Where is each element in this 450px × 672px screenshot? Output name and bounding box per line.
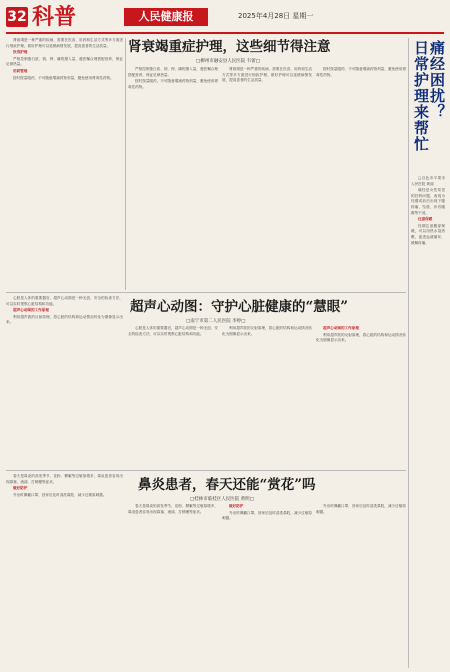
newspaper-logo: 人民健康报 [124, 8, 208, 26]
gout-right-column: □百色市平果市人民医院 黄丽 痛经是女性常见的妇科问题，表现为经期或前后出现下腹疼痛、坠胀，伴有腰酸等不适。 注意保暖 经期注意腹部保暖，可以用热水袋热敷，促进血液循环，缓解疼痛。 [411, 176, 445, 245]
page-number: 32 [7, 9, 27, 25]
heart-column-a: 心脏是人体的重要器官，超声心动图是一种无创、安全的检查方法，可以实时观察心脏结构和功能。 [128, 326, 218, 336]
nose-column-a: 春天是鼻炎的高发季节，花粉、柳絮等过敏原增多，鼻炎患者容易出现鼻塞、流涕、打喷嚏等症状。 [128, 504, 218, 514]
nose-column-b: 做好防护 外出时佩戴口罩，回家后及时清洗鼻腔，减少过敏原刺激。 [222, 504, 312, 521]
gout-title-line2: 日常护理来帮忙 [412, 40, 430, 152]
kidney-column-c: 按时按量服药，不可随意增减药物剂量，避免使用肾毒性药物。 [316, 67, 406, 77]
masthead [6, 4, 444, 32]
heart-column-b: 利用超声波的反射原理，将心脏的结构和运动情况转化为图像显示出来。 [222, 326, 312, 336]
nose-column-c: 外出时佩戴口罩，回家后及时清洗鼻腔，减少过敏原刺激。 [316, 504, 406, 514]
issue-date: 2025年4月28日 星期一 [238, 12, 314, 20]
nose-left-column: 春天是鼻炎的高发季节，花粉、柳絮等过敏原增多，鼻炎患者容易出现鼻塞、流涕、打喷嚏等症状。 做好防护 外出时佩戴口罩，回家后及时清洗鼻腔，减少过敏原刺激。 [6, 474, 123, 497]
nose-byline: □桂林市临桂区人民医院 黄明□ [190, 497, 254, 502]
section-divider-1 [6, 292, 406, 293]
heart-left-column: 心脏是人体的重要器官，超声心动图是一种无创、安全的检查方法，可以实时观察心脏结构和功能。 超声心动图的工作原理 利用超声波的反射原理，将心脏的结构和运动情况转化为图像显示出来。 [6, 296, 123, 325]
section-divider-2 [6, 470, 406, 471]
kidney-column-a: 严格控制蛋白质、钠、钾、磷的摄入量，遵医嘱合理搭配营养，保证足够热量。 按时按量服药，不可随意增减药物剂量，避免使用肾毒性药物。 [128, 67, 218, 89]
kidney-left-column: 肾衰竭是一种严重的疾病，需要在饮食、用药和生活方式等多方面进行细致护理。做好护理可以延缓病情发展，提高患者的生活质量。 饮食护理 严格控制蛋白质、钠、钾、磷的摄入量，遵医嘱合理搭配营养，保证足够热量。 用药管理 按时按量服药，不可随意增减药物剂量，避免使用肾毒性药物。 [6, 38, 123, 80]
kidney-headline: 肾衰竭重症护理，这些细节得注意 [128, 39, 331, 55]
section-title: 科普 [32, 4, 77, 30]
gout-title-line1: 痛经困扰？ [428, 40, 446, 120]
gout-vertical-headline [411, 40, 445, 170]
kidney-column-b: 肾衰竭是一种严重的疾病，需要在饮食、用药和生活方式等多方面进行细致护理。做好护理可以延缓病情发展，提高患者的生活质量。 [222, 67, 312, 83]
column-divider-right [408, 38, 409, 668]
masthead-rule [6, 32, 444, 34]
nose-headline: 鼻炎患者，春天还能“赏花”吗 [138, 477, 316, 493]
heart-column-c: 超声心动图的工作原理 利用超声波的反射原理，将心脏的结构和运动情况转化为图像显示出来。 [316, 326, 406, 343]
heart-headline: 超声心动图：守护心脏健康的“慧眼” [130, 299, 349, 315]
column-divider [125, 38, 126, 290]
heart-byline: □南宁市第二人民医院 李婷□ [186, 319, 246, 324]
kidney-byline: □柳州市融安县人民医院 韦蕾□ [196, 59, 260, 64]
